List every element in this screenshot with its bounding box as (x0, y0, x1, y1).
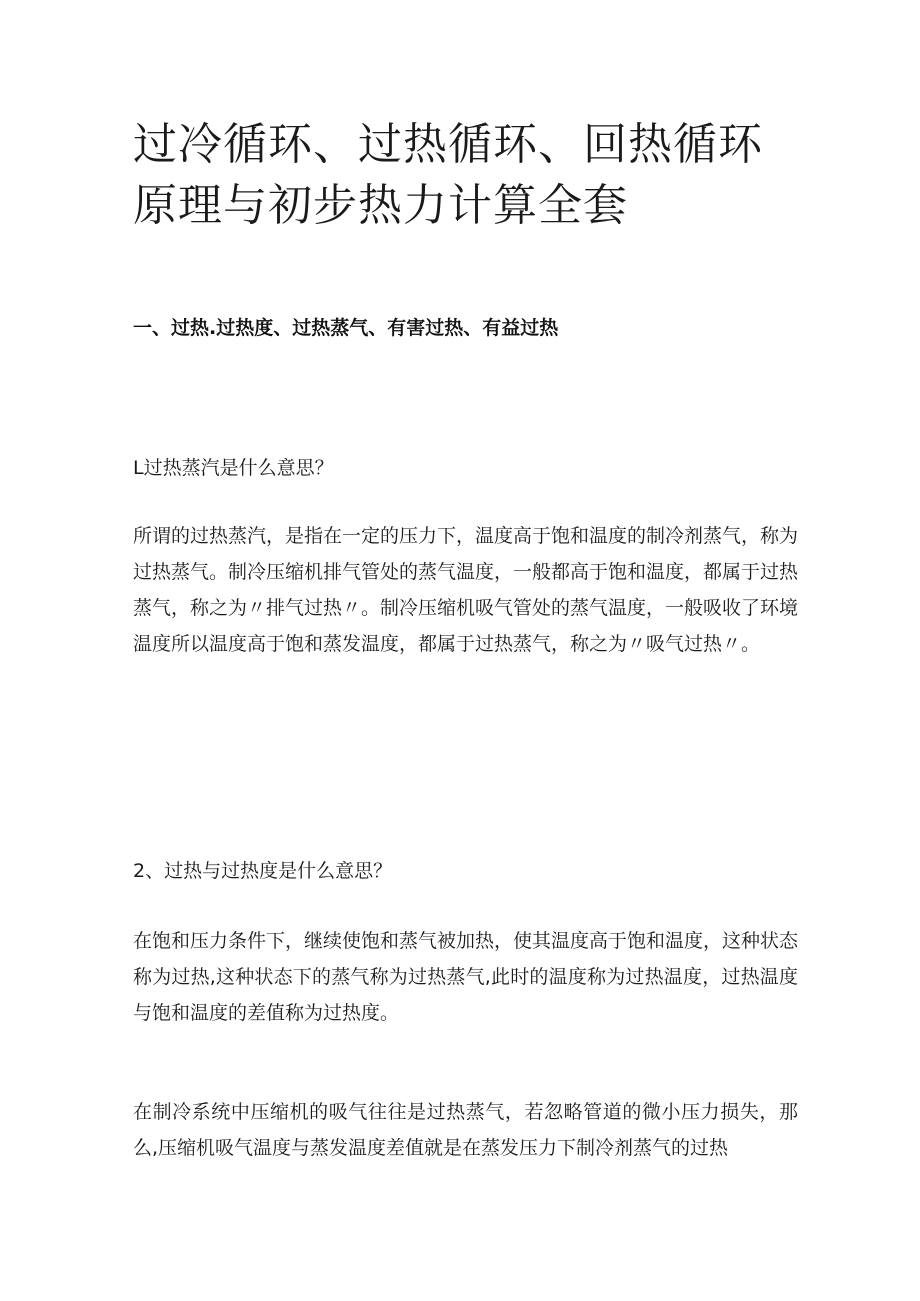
paragraph-superheat-definition: 在饱和压力条件下，继续使饱和蒸气被加热，使其温度高于饱和温度，这种状态称为过热,这种状态下的蒸气称为过热蒸气,此时的温度称为过热温度，过热温度与饱和温度的差值称为过热度。 (133, 930, 799, 1024)
paragraph-suction-superheat: 在制冷系统中压缩机的吸气往往是过热蒸气，若忽略管道的微小压力损失，那么,压缩机吸气温度与蒸发温度差值就是在蒸发压力下制冷剂蒸气的过热 (133, 1101, 798, 1159)
paragraph-superheated-vapor: 所谓的过热蒸汽，是指在一定的压力下，温度高于饱和温度的制冷剂蒸气，称为过热蒸气。制冷压缩机排气管处的蒸气温度，一般都高于饱和温度，都属于过热蒸气，称之为〃排气过热〃。制冷压缩机吸气管处的蒸气温度，一般吸收了环境温度所以温度高于饱和蒸发温度，都属于过热蒸气，称之为〃吸气过热〃。 (133, 525, 799, 655)
section-heading: 一、过热.过热度、过热蒸气、有害过热、有益过热 (133, 317, 559, 339)
subsection-heading-2: 2、过热与过热度是什么意思？ (133, 860, 393, 882)
document-title: 过冷循环、过热循环、回热循环原理与初步热力计算全套 (133, 119, 763, 231)
subsection-heading-1: L过热蒸汽是什么意思？ (133, 457, 334, 479)
